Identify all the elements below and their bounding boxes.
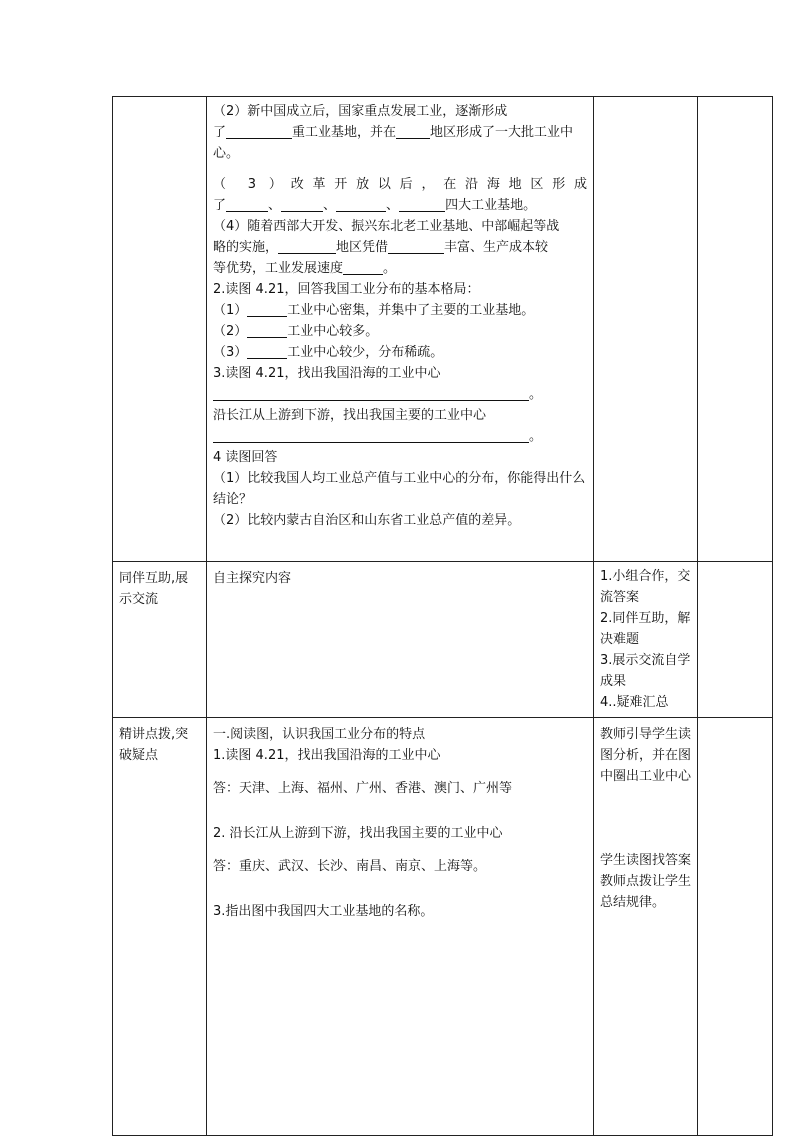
fill-blank[interactable]: [399, 197, 445, 212]
fill-blank[interactable]: [247, 323, 287, 338]
fill-blank[interactable]: [336, 197, 386, 212]
item4-sub1: （1）比较我国人均工业总产值与工业中心的分布，你能得出什么结论？: [213, 471, 586, 507]
note-item: 3.展示交流自学成果: [600, 653, 691, 689]
item3-answer-line: 。: [213, 384, 587, 405]
fill-blank[interactable]: [226, 197, 268, 212]
fill-blank[interactable]: [226, 124, 292, 139]
note-item: 1.小组合作，交流答案: [600, 569, 691, 605]
row2-note-cell: [594, 562, 698, 718]
fill-blank[interactable]: [281, 197, 323, 212]
item3-title2: 沿长江从上游到下游，找出我国主要的工业中心: [213, 408, 487, 423]
row3-content-cell: [207, 718, 594, 1136]
row2-content-cell: [207, 562, 594, 718]
note-item: 4..疑难汇总: [600, 695, 669, 710]
fill-blank[interactable]: [343, 260, 383, 275]
row1-extra-cell: [698, 97, 773, 562]
item4-sub2: （2）比较内蒙古自治区和山东省工业总产值的差异。: [213, 513, 521, 528]
row-peer-exchange: [113, 562, 773, 718]
note-item: 2.同伴互助，解决难题: [600, 611, 691, 647]
q4-line3: 等优势，工业发展速度 。: [213, 261, 397, 276]
row3-label-cell: [113, 718, 207, 1136]
row1-label-cell: [113, 97, 207, 562]
explain-q3: 3.指出图中我国四大工业基地的名称。: [213, 904, 434, 919]
row3-extra-cell: [698, 718, 773, 1136]
item2-title: 2.读图 4.21，回答我国工业分布的基本格局：: [213, 282, 480, 297]
q2-line1: （2）新中国成立后，国家重点发展工业，逐渐形成: [213, 104, 508, 119]
lesson-plan-table: [112, 96, 773, 1136]
row2-extra-cell: [698, 562, 773, 718]
explain-heading: 一.阅读图，认识我国工业分布的特点: [213, 727, 426, 742]
q2-line2: 了 重工业基地，并在 地区形成了一大批工业中: [213, 125, 574, 140]
explain-q2: 2. 沿长江从上游到下游，找出我国主要的工业中心: [213, 826, 503, 841]
row-preview: [113, 97, 773, 562]
explain-a2: 答：重庆、武汉、长沙、南昌、南京、上海等。: [213, 859, 487, 874]
answer-blank[interactable]: [213, 386, 529, 401]
q4-line2: 略的实施， 地区凭借 丰富、生产成本较: [213, 240, 549, 255]
fill-blank[interactable]: [247, 344, 287, 359]
item3-answer-line2: 。: [213, 426, 587, 447]
fill-blank[interactable]: [247, 302, 287, 317]
row2-label-cell: [113, 562, 207, 718]
item3-title: 3.读图 4.21，找出我国沿海的工业中心: [213, 366, 441, 381]
item4-title: 4 读图回答: [213, 450, 278, 465]
q3-line1: （ 3 ）改革开放以后，在沿海地区形成: [213, 177, 587, 192]
row-explanation: [113, 718, 773, 1136]
fill-blank[interactable]: [388, 239, 444, 254]
row1-content-cell: [207, 97, 594, 562]
teacher-note-2: 教师点拨让学生总结规律。: [600, 874, 692, 910]
q3-line2: 了 、 、 、 四大工业基地。: [213, 198, 537, 213]
item2-sub1: （1） 工业中心密集，并集中了主要的工业基地。: [213, 303, 535, 318]
q2-line3: 心。: [213, 146, 240, 161]
item2-sub3: （3） 工业中心较少，分布稀疏。: [213, 345, 444, 360]
teacher-note: 教师引导学生读图分析，并在图中圈出工业中心: [600, 727, 692, 784]
answer-blank[interactable]: [213, 428, 529, 443]
row3-note-cell: [594, 718, 698, 1136]
row2-content: 自主探究内容: [213, 571, 292, 586]
row1-note-cell: [594, 97, 698, 562]
q4-line1: （4）随着西部大开发、振兴东北老工业基地、中部崛起等战: [213, 219, 560, 234]
row2-label: 同伴互助,展示交流: [119, 571, 189, 607]
item2-sub2: （2） 工业中心较多。: [213, 324, 379, 339]
explain-q1: 1.读图 4.21，找出我国沿海的工业中心: [213, 748, 441, 763]
row3-label: 精讲点拨,突破疑点: [119, 727, 189, 763]
student-note: 学生读图找答案: [600, 853, 692, 868]
fill-blank[interactable]: [396, 124, 430, 139]
explain-a1: 答：天津、上海、福州、广州、香港、澳门、广州等: [213, 781, 513, 796]
fill-blank[interactable]: [278, 239, 336, 254]
